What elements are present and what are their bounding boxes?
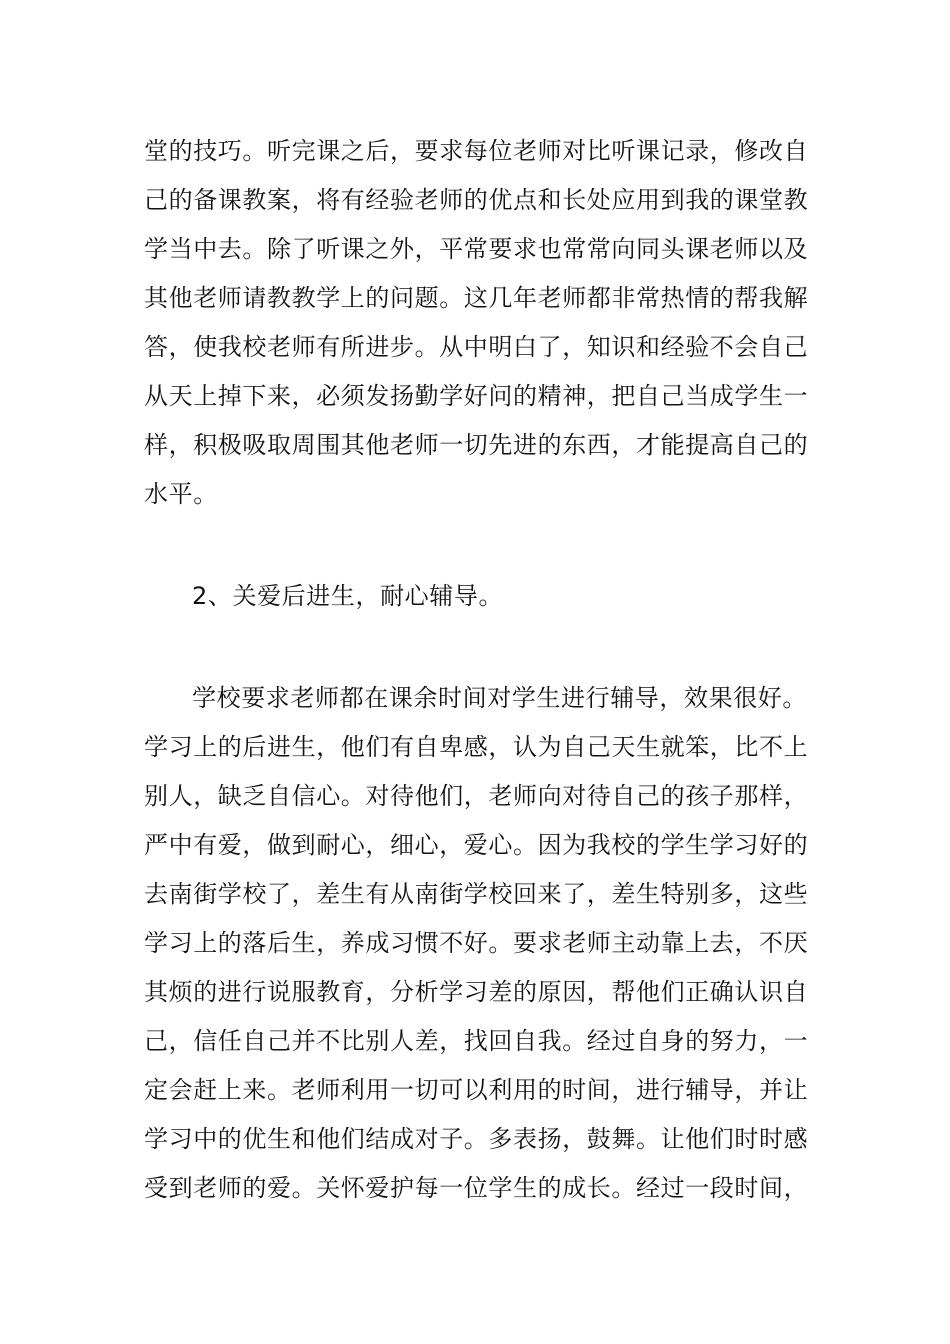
text-line: 样，积极吸取周围其他老师一切先进的东西，才能提高自己的 <box>144 431 809 459</box>
text-line: 学习上的落后生，养成习惯不好。要求老师主动靠上去，不厌 <box>144 929 809 957</box>
section-heading: 2、关爱后进生，耐心辅导。 <box>192 582 504 610</box>
text-line: 己的备课教案，将有经验老师的优点和长处应用到我的课堂教 <box>144 186 809 214</box>
text-line: 严中有爱，做到耐心，细心，爱心。因为我校的学生学习好的 <box>144 831 809 859</box>
text-line: 去南街学校了，差生有从南街学校回来了，差生特别多，这些 <box>144 880 809 908</box>
text-line: 从天上掉下来，必须发扬勤学好问的精神，把自己当成学生一 <box>144 382 809 410</box>
text-line: 答，使我校老师有所进步。从中明白了，知识和经验不会自己 <box>144 333 809 361</box>
text-line: 学校要求老师都在课余时间对学生进行辅导，效果很好。 <box>192 684 807 712</box>
text-line: 其他老师请教教学上的问题。这几年老师都非常热情的帮我解 <box>144 284 809 312</box>
text-line: 水平。 <box>144 480 218 508</box>
text-line: 受到老师的爱。关怀爱护每一位学生的成长。经过一段时间， <box>144 1174 809 1202</box>
text-line: 其烦的进行说服教育，分析学习差的原因，帮他们正确认识自 <box>144 978 809 1006</box>
text-line: 己，信任自己并不比别人差，找回自我。经过自身的努力，一 <box>144 1027 809 1055</box>
text-line: 定会赶上来。老师利用一切可以利用的时间，进行辅导，并让 <box>144 1076 809 1104</box>
text-line: 学习中的优生和他们结成对子。多表扬，鼓舞。让他们时时感 <box>144 1125 809 1153</box>
text-line: 学当中去。除了听课之外，平常要求也常常向同头课老师以及 <box>144 235 809 263</box>
text-line: 学习上的后进生，他们有自卑感，认为自己天生就笨，比不上 <box>144 733 809 761</box>
text-line: 堂的技巧。听完课之后，要求每位老师对比听课记录，修改自 <box>144 137 809 165</box>
text-line: 别人，缺乏自信心。对待他们，老师向对待自己的孩子那样， <box>144 782 809 810</box>
